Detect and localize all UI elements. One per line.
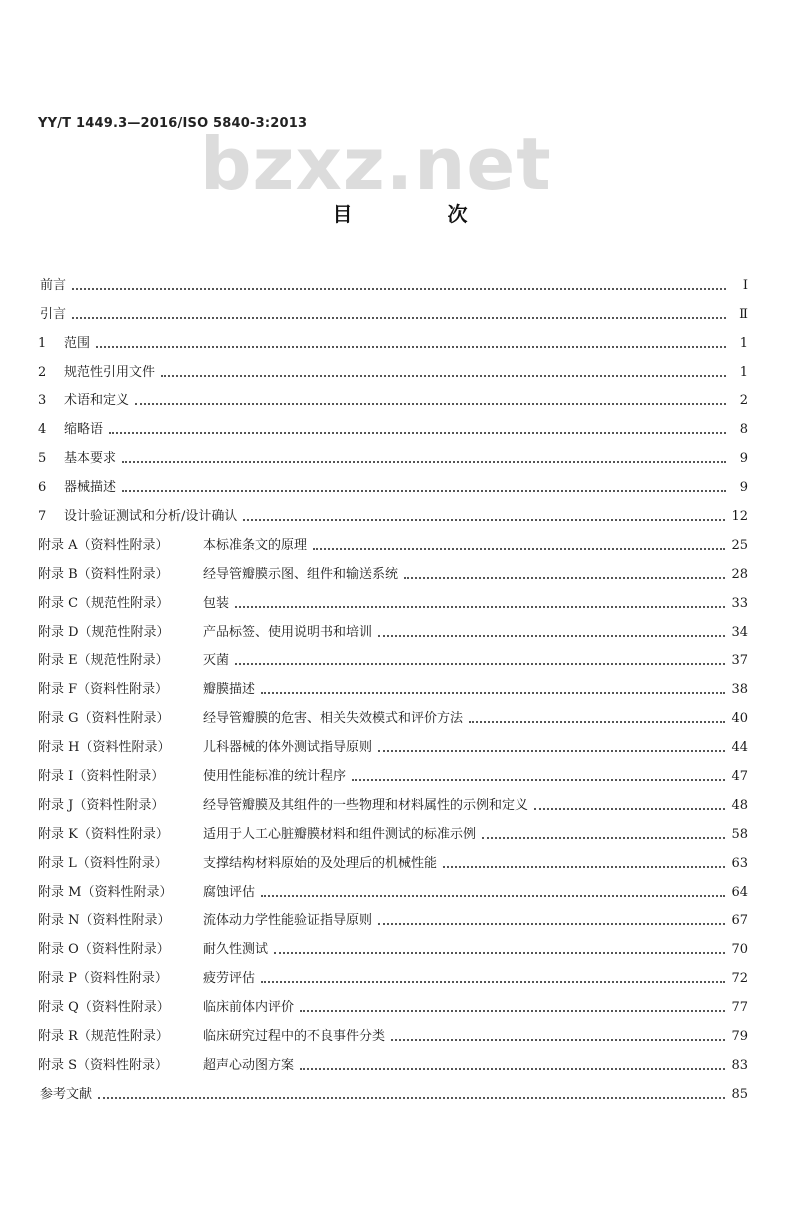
toc-entry[interactable]: [38, 498, 748, 527]
dot-leader: [300, 1010, 725, 1012]
dot-leader: [261, 895, 725, 897]
toc-entry-number: 6: [38, 480, 47, 496]
toc-entry[interactable]: [38, 383, 748, 412]
dot-leader: [261, 981, 725, 983]
toc-entry-title: 前言: [40, 277, 67, 293]
toc-entry[interactable]: [38, 989, 748, 1018]
toc-entry[interactable]: [38, 671, 748, 700]
toc-entry-title: 包装: [203, 595, 230, 611]
toc-entry-page-number: 33: [731, 595, 748, 611]
toc-entry[interactable]: [38, 585, 748, 614]
dot-leader: [261, 692, 725, 694]
toc-entry-page-number: 2: [739, 393, 748, 409]
toc-entry[interactable]: [38, 267, 748, 296]
toc-entry-appendix: 附录 P（资料性附录）: [38, 971, 168, 987]
dot-leader: [378, 635, 725, 637]
toc-entry[interactable]: [38, 440, 748, 469]
toc-entry-title: 使用性能标准的统计程序: [203, 769, 347, 785]
toc-entry-title: 临床研究过程中的不良事件分类: [203, 1029, 386, 1045]
toc-entry[interactable]: [38, 874, 748, 903]
toc-entry-title: 设计验证测试和分析/设计确认: [64, 509, 238, 525]
toc-entry-appendix: 附录 A（资料性附录）: [38, 537, 169, 553]
toc-entry[interactable]: [38, 787, 748, 816]
toc-entry-title: 瓣膜描述: [203, 682, 256, 698]
toc-entry[interactable]: [38, 700, 748, 729]
toc-entry-appendix: 附录 Q（资料性附录）: [38, 1000, 170, 1016]
dot-leader: [72, 288, 726, 290]
toc-entry[interactable]: [38, 556, 748, 585]
toc-entry-appendix: 附录 N（资料性附录）: [38, 913, 171, 929]
toc-entry-appendix: 附录 L（资料性附录）: [38, 855, 168, 871]
dot-leader: [378, 750, 725, 752]
toc-entry[interactable]: [38, 469, 748, 498]
toc-entry-number: 3: [38, 393, 47, 409]
dot-leader: [135, 403, 726, 405]
toc-entry-page-number: 9: [739, 480, 748, 496]
toc-entry-title: 灭菌: [203, 653, 230, 669]
toc-entry[interactable]: [38, 1076, 748, 1105]
page-title: 目 次: [332, 202, 512, 226]
toc-entry-page-number: 28: [731, 566, 748, 582]
toc-entry[interactable]: [38, 816, 748, 845]
dot-leader: [404, 577, 725, 579]
dot-leader: [122, 461, 726, 463]
dot-leader: [352, 779, 725, 781]
toc-entry-title: 流体动力学性能验证指导原则: [203, 913, 373, 929]
toc-entry-title: 经导管瓣膜的危害、相关失效模式和评价方法: [203, 711, 464, 727]
toc-entry-appendix: 附录 H（资料性附录）: [38, 740, 171, 756]
toc-entry[interactable]: [38, 527, 748, 556]
toc-entry-page-number: 79: [731, 1029, 748, 1045]
toc-entry-title: 范围: [64, 335, 91, 351]
dot-leader: [243, 519, 725, 521]
toc-entry-page-number: 72: [731, 971, 748, 987]
toc-entry-appendix: 附录 F（资料性附录）: [38, 682, 169, 698]
toc-entry[interactable]: [38, 354, 748, 383]
toc-entry-page-number: 34: [731, 624, 748, 640]
toc-entry-page-number: 40: [731, 711, 748, 727]
dot-leader: [235, 606, 725, 608]
dot-leader: [109, 432, 726, 434]
dot-leader: [469, 721, 725, 723]
toc-entry-title: 超声心动图方案: [203, 1057, 295, 1073]
table-of-contents: [38, 267, 748, 1105]
toc-entry[interactable]: [38, 845, 748, 874]
toc-entry-page-number: 8: [739, 422, 748, 438]
toc-entry-page-number: 38: [731, 682, 748, 698]
toc-entry-appendix: 附录 D（规范性附录）: [38, 624, 170, 640]
toc-entry-title: 适用于人工心脏瓣膜材料和组件测试的标准示例: [203, 826, 477, 842]
toc-entry-appendix: 附录 G（资料性附录）: [38, 711, 170, 727]
toc-entry-title: 基本要求: [64, 451, 117, 467]
toc-entry-page-number: 83: [731, 1057, 748, 1073]
toc-entry[interactable]: [38, 325, 748, 354]
toc-entry-title: 儿科器械的体外测试指导原则: [203, 740, 373, 756]
toc-entry-page-number: 77: [731, 1000, 748, 1016]
dot-leader: [98, 1097, 725, 1099]
dot-leader: [482, 837, 725, 839]
toc-entry[interactable]: [38, 1018, 748, 1047]
toc-entry-appendix: 附录 E（规范性附录）: [38, 653, 169, 669]
toc-entry-title: 引言: [40, 306, 67, 322]
toc-entry[interactable]: [38, 296, 748, 325]
toc-entry-title: 规范性引用文件: [64, 364, 156, 380]
toc-entry-number: 2: [38, 364, 47, 380]
toc-entry-number: 7: [38, 509, 47, 525]
watermark: bzxz.net: [200, 122, 552, 206]
toc-entry-page-number: 58: [731, 826, 748, 842]
toc-entry-appendix: 附录 M（资料性附录）: [38, 884, 173, 900]
toc-entry-title: 参考文献: [40, 1086, 93, 1102]
toc-entry[interactable]: [38, 758, 748, 787]
toc-entry-number: 5: [38, 451, 47, 467]
toc-entry-title: 本标准条文的原理: [203, 537, 308, 553]
toc-entry-page-number: 12: [731, 509, 748, 525]
toc-entry-page-number: 64: [731, 884, 748, 900]
toc-entry-title: 支撑结构材料原始的及处理后的机械性能: [203, 855, 438, 871]
toc-entry-title: 经导管瓣膜示图、组件和输送系统: [203, 566, 399, 582]
toc-entry-page-number: 25: [731, 537, 748, 553]
dot-leader: [72, 317, 726, 319]
dot-leader: [122, 490, 726, 492]
toc-entry[interactable]: [38, 643, 748, 672]
toc-entry-title: 经导管瓣膜及其组件的一些物理和材料属性的示例和定义: [203, 797, 529, 813]
toc-entry[interactable]: [38, 960, 748, 989]
toc-entry-title: 术语和定义: [64, 393, 130, 409]
toc-entry-page-number: 47: [731, 769, 748, 785]
toc-entry-page-number: 1: [739, 335, 748, 351]
toc-entry-page-number: 85: [731, 1086, 748, 1102]
dot-leader: [235, 663, 725, 665]
toc-entry[interactable]: [38, 729, 748, 758]
dot-leader: [313, 548, 725, 550]
toc-entry-appendix: 附录 J（资料性附录）: [38, 797, 165, 813]
toc-entry-title: 缩略语: [64, 422, 104, 438]
toc-entry-number: 4: [38, 422, 47, 438]
toc-entry-title: 疲劳评估: [203, 971, 256, 987]
dot-leader: [443, 866, 725, 868]
toc-entry-page-number: 9: [739, 451, 748, 467]
toc-entry-page-number: 70: [731, 942, 748, 958]
toc-entry-title: 耐久性测试: [203, 942, 269, 958]
dot-leader: [96, 346, 726, 348]
toc-entry-appendix: 附录 R（规范性附录）: [38, 1029, 169, 1045]
toc-entry-title: 器械描述: [64, 480, 117, 496]
toc-entry[interactable]: [38, 1047, 748, 1076]
toc-entry-page-number: 48: [731, 797, 748, 813]
toc-entry-appendix: 附录 K（资料性附录）: [38, 826, 169, 842]
toc-entry-page-number: 63: [731, 855, 748, 871]
dot-leader: [274, 952, 725, 954]
dot-leader: [391, 1039, 725, 1041]
toc-entry-appendix: 附录 C（规范性附录）: [38, 595, 170, 611]
toc-entry[interactable]: [38, 411, 748, 440]
toc-entry-page-number: 44: [731, 740, 748, 756]
toc-entry[interactable]: [38, 903, 748, 932]
toc-entry-title: 临床前体内评价: [203, 1000, 295, 1016]
standard-code: YY/T 1449.3—2016/ISO 5840-3:2013: [38, 116, 308, 131]
dot-leader: [534, 808, 725, 810]
toc-entry-page-number: 37: [731, 653, 748, 669]
toc-entry-title: 腐蚀评估: [203, 884, 256, 900]
toc-entry-page-number: 67: [731, 913, 748, 929]
toc-entry-page-number: 1: [739, 364, 748, 380]
toc-entry-title: 产品标签、使用说明书和培训: [203, 624, 373, 640]
toc-entry-appendix: 附录 B（资料性附录）: [38, 566, 169, 582]
toc-entry-appendix: 附录 I（资料性附录）: [38, 769, 165, 785]
toc-entry[interactable]: [38, 614, 748, 643]
toc-entry[interactable]: [38, 931, 748, 960]
toc-entry-page-number: Ⅱ: [739, 306, 748, 322]
toc-entry-appendix: 附录 S（资料性附录）: [38, 1057, 169, 1073]
dot-leader: [378, 923, 725, 925]
toc-entry-number: 1: [38, 335, 47, 351]
dot-leader: [300, 1068, 725, 1070]
dot-leader: [161, 375, 726, 377]
toc-entry-appendix: 附录 O（资料性附录）: [38, 942, 170, 958]
toc-entry-page-number: Ⅰ: [742, 277, 748, 293]
